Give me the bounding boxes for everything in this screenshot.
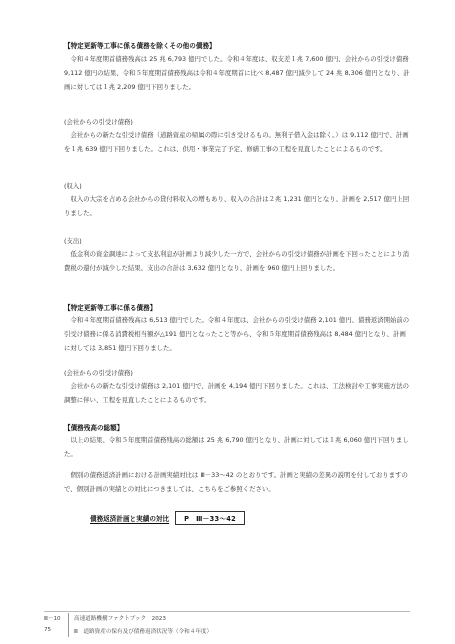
footer-divider [44,611,410,612]
section-heading-special-renewal-debt: 【特定更新等工事に係る債務】 [64,304,157,312]
paragraph-other-debt: 令和４年度期首債務残高は 25 兆 6,793 億円でした。令和４年度は、収支差１兆 7,600 億円、会社からの引受け債務 9,112 億円の結果、令和５年度期首債務残高は令和４年度期首に比べ 8,487 億円減少して 24 兆 8,306 億円となり、計画に対しては１兆 2,209 億円下回りました。 [64,55,410,91]
subheading-expense: (支出) [64,237,82,245]
reference-box [90,511,245,525]
paragraph-income: 収入の大宗を占める会社からの貸付料収入の増もあり、収入の合計は２兆 1,231 億円となり、計画を 2,517 億円上回りました。 [64,195,410,217]
paragraph-debt-assumption-2: 会社からの新たな引受け債務は 2,101 億円で、計画を 4,194 億円下回りました。これは、工法検討や工事実施方法の調整に伴い、工程を見直したことによるものです。 [64,382,410,404]
section-heading-total-debt: 【債務残高の総額】 [64,424,124,432]
footer-page-number: 75 [44,627,52,633]
footer-section-number: Ⅲ－10 [44,616,61,622]
subheading-income: (収入) [64,182,82,190]
paragraph-expense: 低金利の資金調達によって支払利息が計画より減少した一方で、会社からの引受け債務が計画を下回ったことにより消費税の還付が減少した結果、支出の合計は 3,632 億円となり、計画を 960 億円上回りました。 [64,250,410,272]
paragraph-total-debt: 以上の結果、令和５年度期首債務残高の総額は 25 兆 6,790 億円となり、計画に対しては１兆 6,060 億円下回りました。 [64,436,409,458]
footer-vertical-divider [68,613,69,637]
footer-chapter-title: Ⅲ 道路資産の保有及び債務返済状況等（令和４年度） [74,629,213,635]
paragraph-special-renewal-debt: 令和４年度期首債務残高は 6,513 億円でした。令和４年度は、会社からの引受け債務 2,101 億円、債務返済開始前の引受け債務に係る消費税相当額が△191 億円となったこと等から、令和５年度期首債務残高は 8,484 億円となり、計画に対しては 3,851 億円下回りました。 [64,316,410,352]
section-heading-other-debt: 【特定更新等工事に係る債務を除くその他の債務】 [64,42,216,50]
reference-page-link[interactable]: P Ⅲ－33～42 [175,511,245,525]
subheading-debt-assumption-2: (会社からの引受け債務) [64,369,133,377]
paragraph-debt-assumption-1: 会社からの新たな引受け債務（道路資産の帰属の際に引き受けるもの。無利子借入金は除く。）は 9,112 億円で、計画を１兆 639 億円下回りました。これは、供用・事業完了予定、修繕工事の工程を見直したことによるものです。 [64,131,409,153]
paragraph-individual-plans: 個別の債務返済計画における計画実績対比は Ⅲ－33～42 のとおりです。計画と実績の差異の説明を付しておりますので、個別計画の実績との対比につきましては、こちらをご参照ください。 [64,471,408,493]
footer-book-title: 高速道路機構ファクトブック 2023 [74,616,166,622]
reference-label: 債務返済計画と実績の対比 [90,515,170,523]
subheading-debt-assumption-1: (会社からの引受け債務) [64,118,133,126]
